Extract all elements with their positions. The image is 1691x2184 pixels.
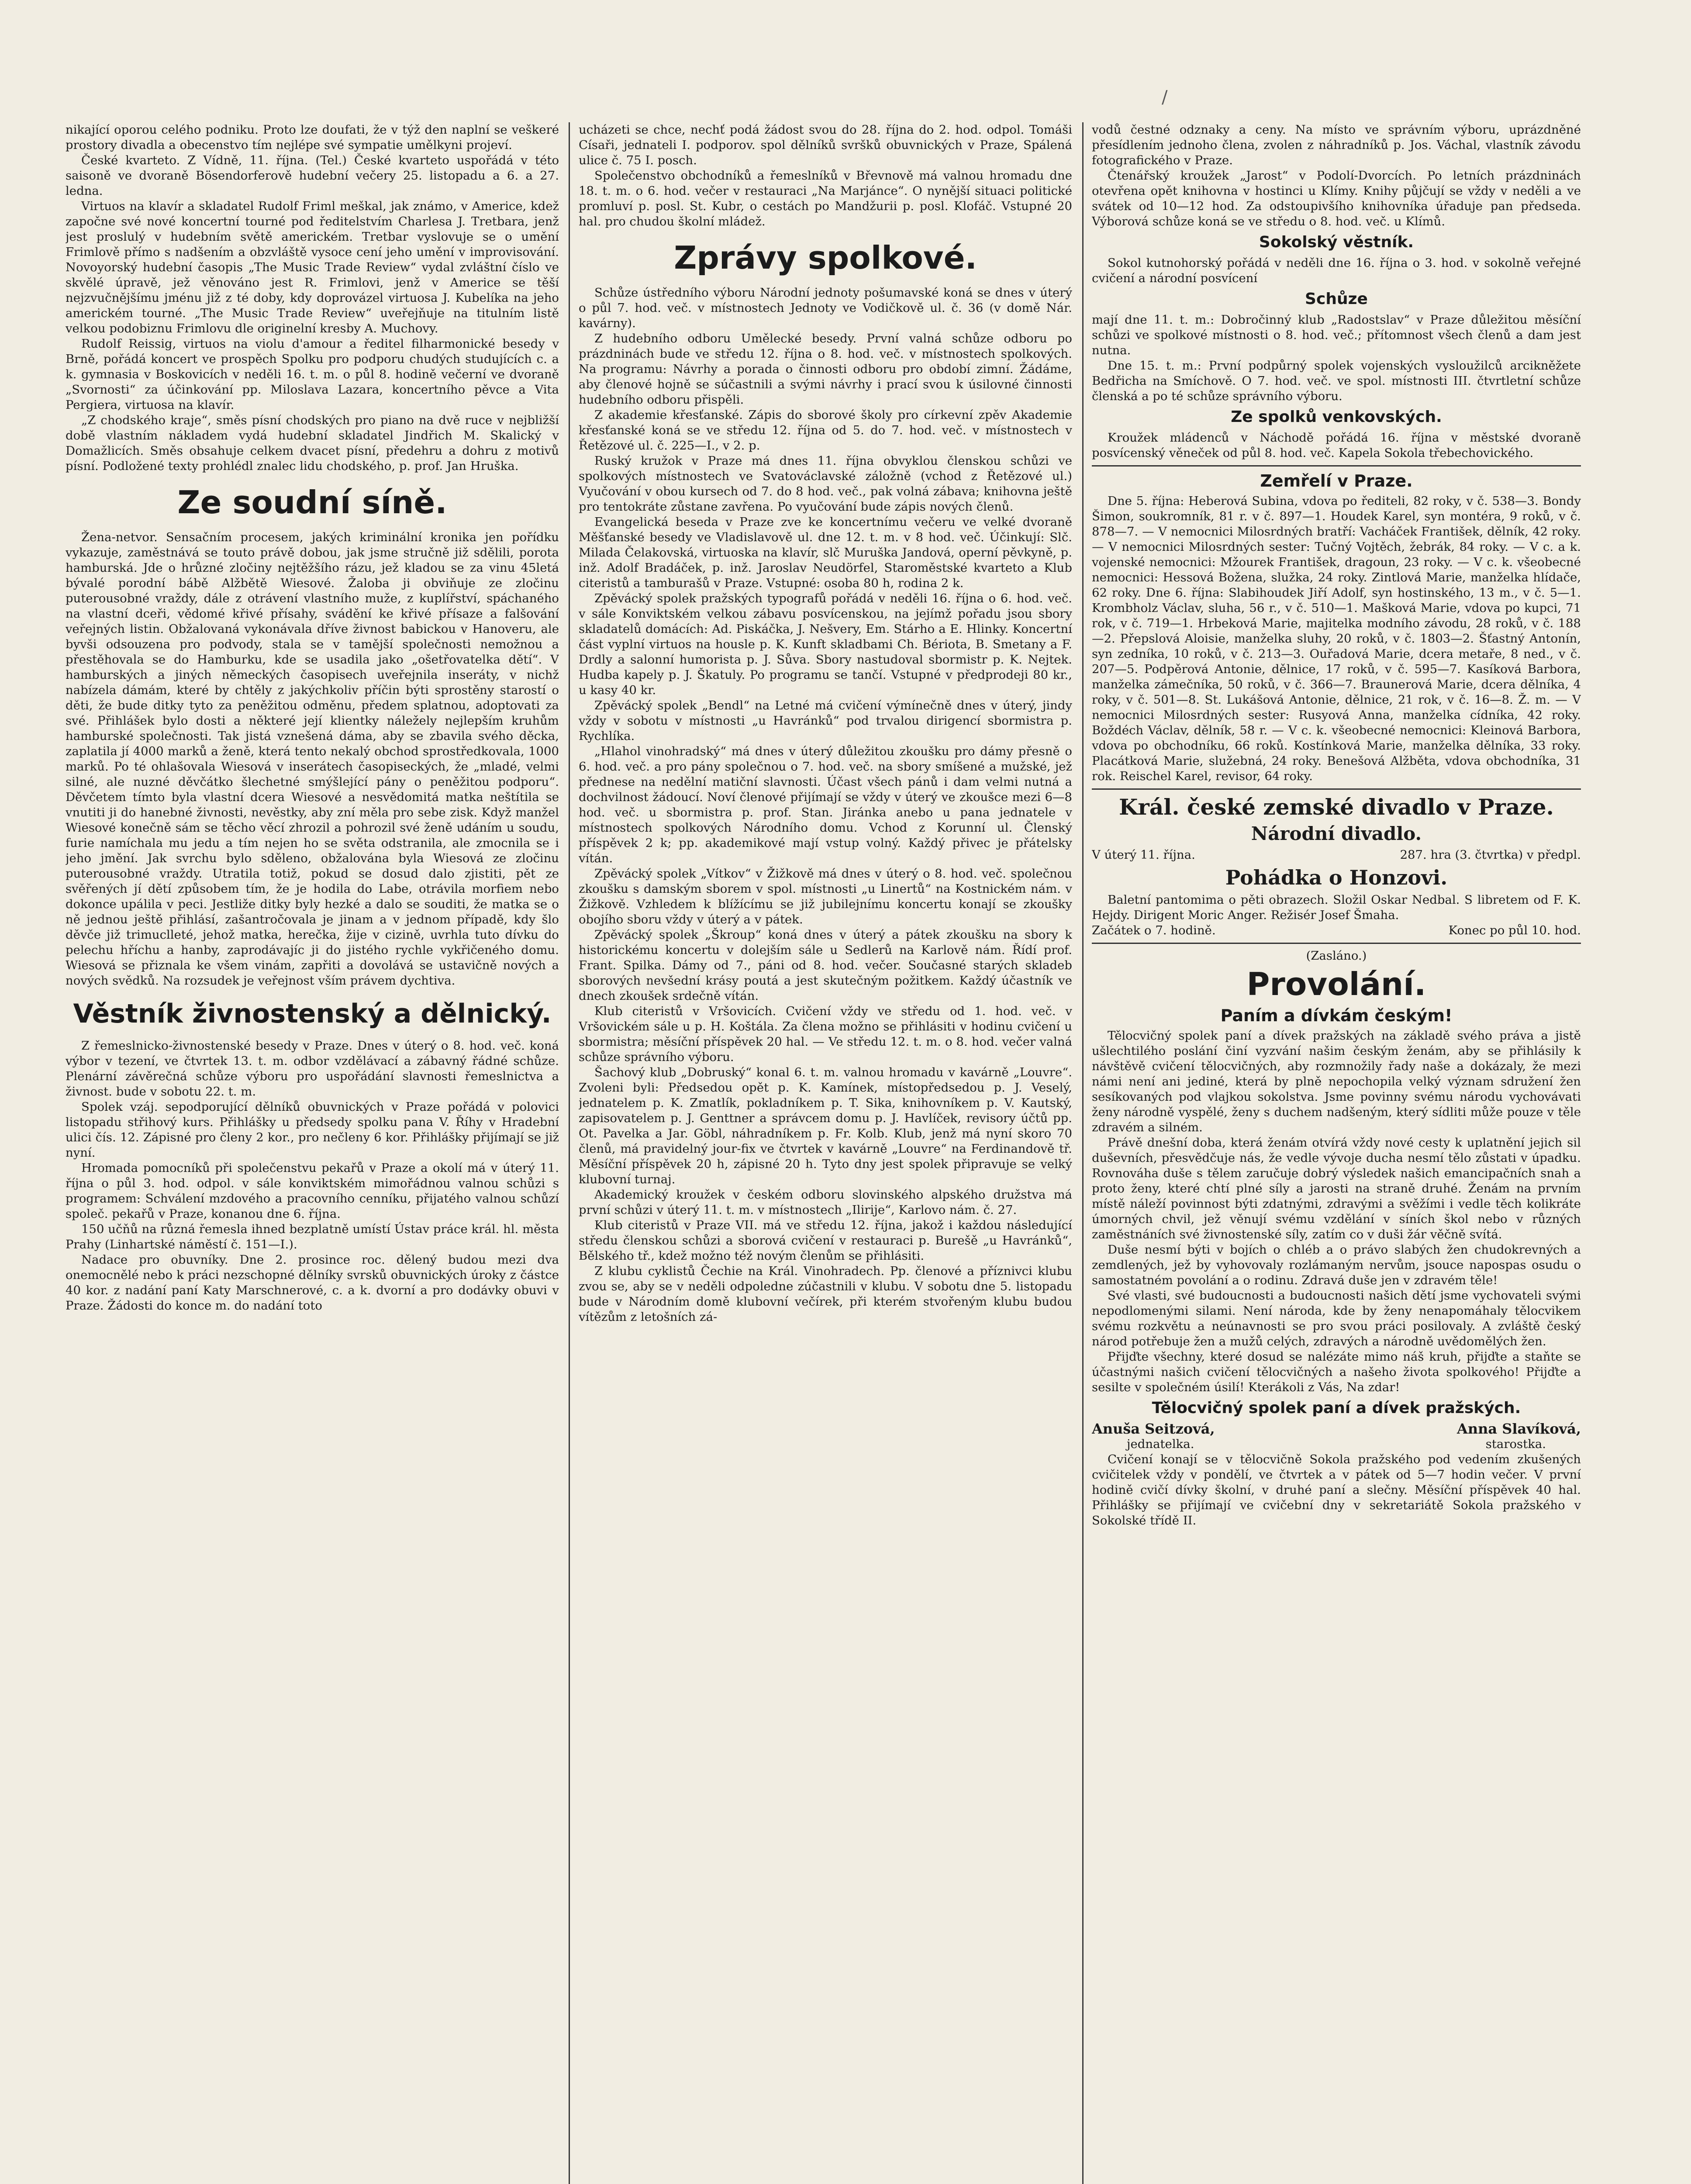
signature-roles xyxy=(1092,1437,1581,1452)
subheading-venkov: Ze spolků venkovských. xyxy=(1231,408,1442,426)
theatre-info-row xyxy=(1092,847,1581,863)
paragraph-jarost: Čtenářský kroužek „Jarost“ v Podolí-Dvorcích. Po letních prázdninách otevřena opět knihovna v hostinci u Klímy. Knihy půjčují se vždy v neděli a ve svátek od 10—12 hod. Za odstoupivšího knihovníka úřaduje pan předseda. Výborová schůze koná se ve středu o 8. hod. več. u Klímů. xyxy=(1092,169,1581,228)
paragraph-kvarteto: České kvarteto. Z Vídně, 11. října. (Tel.) České kvarteto uspořádá v této saisoně ve dvoraně Bösendorferově hudební večery 25. listopadu a 6. a 27. ledna. xyxy=(66,153,559,198)
theatre-date: V úterý 11. října. xyxy=(1092,848,1195,862)
paragraph-prijdte: Přijďte všechny, které dosud se nalézáte mimo náš kruh, přijďte a staňte se účastnými našich cvičení tělocvičných a našeho života spolkového! Přijďte a sesilte v společném úsilí! Kterákoli z Vás, Na zdar! xyxy=(1092,1350,1581,1394)
paragraph-typografu: Zpěvácký spolek pražských typografů pořádá v neděli 16. října o 6. hod. več. v sále Konviktském velkou zábavu posvícenskou, na jejímž pořadu jsou sbory skladatelů domácích: Ad. Piskáčka, J. Nešvery, Em. Stárho a E. Hlinky. Koncertní část vyplní virtuos na housle p. K. Kunft skladbami Ch. Bériota, B. Smetany a F. Drdly a salonní humorista p. J. Sůva. Sbory nastudoval sbormistr p. K. Nejtek. Hudba kapely p. J. Škatuly. Po programu se tančí. Vstupné v předprodeji 80 kr., u kasy 40 kr. xyxy=(579,591,1072,697)
theatre-times-row xyxy=(1092,923,1581,938)
subheading-schuze: Schůze xyxy=(1305,290,1368,308)
column-3 xyxy=(1092,122,1581,2184)
paragraph-cviceni: Cvičení konají se v tělocvičně Sokola pražského pod vedením zkušených cvičitelek vždy v pondělí, ve čtvrtek a v pátek od 5—7 hodin večer. V první hodině cvičí dívky školní, v druhé paní a slečny. Měsíční příspěvek 40 hal. Přihlášky se přijímají ve cvičební dny v sekretariátě Sokola pražského v Sokolské třídě II. xyxy=(1092,1452,1581,1527)
signature-names xyxy=(1092,1421,1581,1437)
paragraph-cyklistu: Z klubu cyklistů Čechie na Král. Vinohradech. Pp. členové a příznivci klubu zvou se, aby se v neděli odpoledne zúčastnili v klubu. V sobotu dne 5. listopadu bude v Národním domě klubovní večírek, při kterém stvořeným klubu budou vítězům z letošních zá- xyxy=(579,1264,1072,1324)
paragraph-continuation: ucházeti se chce, nechť podá žádost svou do 28. října do 2. hod. odpol. Tomáši Císaři, jednateli I. podporov. spol dělníků svršků obuvnických v Praze, Spálená ulice č. 75 I. posch. xyxy=(579,123,1072,167)
paragraph-vitkov: Zpěvácký spolek „Vítkov“ v Žižkově má dnes v úterý o 8. hod. več. společnou zkoušku s damským sborem v spol. místnosti „u Linertů“ na Kostnickém nám. v Žižkově. Vzhledem k blížícímu se již jubilejnímu koncertu konají se zkoušky obojího sboru vždy v úterý a v pátek. xyxy=(579,867,1072,926)
paragraph-rusky-kruzok: Ruský kružok v Praze má dnes 11. října obvyklou členskou schůzi ve spolkových místnostech ve Svatováclavské záložně (vchod z Řetězové ul.) Vyučování v obou kursech od 7. do 8 hod. več., pak volná zábava; knihovna ještě pro tentokráte zůstane zavřena. Po vyučování bude zápis nových členů. xyxy=(579,454,1072,514)
section-heading-vestnik: Věstník živnostenský a dělnický. xyxy=(73,999,552,1029)
heading-provolani: Provolání. xyxy=(1246,966,1426,1002)
paragraph-duse: Duše nesmí býti v bojích o chléb a o právo slabých žen chudokrevných a zemdlených, jež by vyhovovaly rozlámaným nervům, jsouce napospas osudu o samostatném povolání a o rodinu. Zdravá duše jen v zdravém těle! xyxy=(1092,1243,1581,1287)
paragraph-umelecka-beseda: Z hudebního odboru Umělecké besedy. První valná schůze odboru po prázdninách bude ve středu 12. října o 8. hod. več. v místnostech spolkových. Na programu: Návrhy a porada o činnosti odboru pro období zimní. Žádáme, aby členové hojně se súčastnili a svými návrhy i prací svou k úsilovné činnosti hudebního odboru přispěli. xyxy=(579,332,1072,407)
paragraph-citeristu-vrsovice: Klub citeristů v Vršovicích. Cvičení vždy ve středu od 1. hod. več. v Vršovickém sále u p. H. Koštála. Za člena možno se přihlásiti v hodinu cvičení u sbormistra; měsíční příspěvek 20 hal. — Ve středu 12. t. m. o 8. hod. večer valná schůze správního výboru. xyxy=(579,1004,1072,1064)
paragraph-sokol: Sokol kutnohorský pořádá v neděli dne 16. října o 3. hod. v sokolně veřejné cvičení a národní posvícení xyxy=(1092,256,1581,285)
paragraph-evangelicka-beseda: Evangelická beseda v Praze zve ke koncertnímu večeru ve velké dvoraně Měšťanské besedy ve Vladislavově ul. dne 12. t. m. v 8 hod. več. Účinkují: Slč. Milada Čelakovská, virtuoska na klavír, slč Muruška Jandová, operní pěvkyně, p. inž. Adolf Bradáček, p. inž. Jaroslav Neudörfel, Staroměstské kvarteto a Klub citeristů a tamburašů v Praze. Vstupné: osoba 80 h, rodina 2 k. xyxy=(579,515,1072,590)
paragraph-provolani: Tělocvičný spolek paní a dívek pražských na základě svého práva a jistě ušlechtilého poslání činí vyzvání našim českým ženám, aby se přihlásily k návštěvě cvičení tělocvičných, aby rozmnožily řady naše a dokázaly, že mezi námi není ani jediné, která by plně nepochopila velký význam sdružení žen sesíkovaných pod vlajkou sokolstva. Jsme povinny svému národu vychovávati ženy národně vyspělé, ženy s duchem nadšeným, který sídliti může pouze v těle zdravém a silném. xyxy=(1092,1029,1581,1134)
divider xyxy=(1092,788,1581,790)
column-2 xyxy=(579,122,1072,2184)
paragraph-citeristu-praha7: Klub citeristů v Praze VII. má ve středu 12. října, jakož i každou následující středu členskou schůzi a sborová cvičení v restauraci p. Burešě „u Havránků“, Bělského tř., kdež možno též novým členům se přihlásiti. xyxy=(579,1218,1072,1263)
paragraph-pohadka: Baletní pantomima o pěti obrazech. Složil Oskar Nedbal. S libretem od F. K. Hejdy. Dirigent Moric Anger. Režisér Josef Šmaha. xyxy=(1092,893,1581,922)
signature-left-name: Anuša Seitzová, xyxy=(1092,1420,1215,1437)
paragraph-zemreli: Dne 5. října: Heberová Subina, vdova po řediteli, 82 roky, v č. 538—3. Bondy Šimon, soukromník, 81 r. v č. 897—1. Houdek Karel, syn montéra, 9 roků, v č. 878—7. — V nemocnici Milosrdných bratří: Vacháček František, dělník, 42 roky. — V nemocnici Milosrdných sester: Tučný Vojtěch, žebrák, 84 roky. — V c. a k. vojenské nemocnici: Mžourek František, dragoun, 23 roky. — V c. k. všeobecné nemocnici: Hessová Božena, služka, 24 roky. Zintlová Marie, manželka hlídače, 62 roky. Dne 6. října: Slabihoudek Jiří Adolf, syn hostinského, 13 m., v č. 5—1. Krombholz Václav, sluha, 56 r., v č. 510—1. Mašková Marie, vdova po kupci, 71 rok, v č. 719—1. Hrbeková Marie, majitelka modního závodu, 28 roků, v č. 188—2. Přepslová Aloisie, manželka sluhy, 20 roků, v č. 1803—2. Šťastný Antonín, syn zedníka, 10 roků, v č. 213—3. Ouřadová Marie, dcera metaře, 8 ned., v č. 207—5. Podpěrová Antonie, dělnice, 17 roků, v č. 595—7. Kasíková Barbora, manželka zámečníka, 50 roků, v č. 366—7. Braunerová Marie, dcera dělníka, 4 roky, v č. 501—8. St. Lukášová Antonie, dělnice, 21 rok, v č. 16—8. Ž. m. — V nemocnici Milosrdných sester: Rusyová Anna, manželka cídníka, 42 roky. Boždéch Václav, dělník, 58 r. — V c. k. všeobecné nemocnici: Kleinová Barbora, vdova po obchodníku, 66 roků. Kostínková Marie, manželka dělníka, 33 roky. Placátková Marie, služebná, 24 roky. Benešová Alžběta, vdova obchodníka, 31 rok. Reischel Karel, revisor, 64 roky. xyxy=(1092,494,1581,783)
paragraph-continuation: vodů čestné odznaky a ceny. Na místo ve správním výboru, uprázdněné přesídlením jednoho člena, zvolen z náhradníků p. Jos. Váchal, vlastník závodu fotografického v Praze. xyxy=(1092,123,1581,167)
paragraph-intro: nikající oporou celého podniku. Proto lze doufati, že v týž den naplní se veškeré prostory divadla a obecenstvo tím nejlépe své sympatie umělkyni projeví. xyxy=(66,123,559,152)
zaslano-label: (Zasláno.) xyxy=(1306,949,1367,963)
divider xyxy=(1092,465,1581,467)
subheading-sokolsky: Sokolský věstník. xyxy=(1259,233,1414,251)
subheading-zemreli: Zemřelí v Praze. xyxy=(1260,471,1413,491)
section-heading-zpravy: Zprávy spolkové. xyxy=(674,239,977,276)
start-time: Začátek o 7. hodině. xyxy=(1092,923,1216,937)
paragraph-spolek-obuvniku: Spolek vzáj. sepodporující dělníků obuvnických v Praze pořádá v polovici listopadu střihový kurs. Přihlášky u předsedy spolku pana V. Říhy v Hradební ulici čís. 12. Zápisné pro členy 2 kor., pro nečleny 6 kor. Přihlášky přijímají se již nyní. xyxy=(66,1100,559,1160)
paragraph-chodsko: „Z chodského kraje“, směs písní chodských pro piano na dvě ruce v nejbližší době vlastním nákladem vydá hudební skladatel Jindřich M. Skalický v Domažlicích. Směs obsahuje celkem dvacet písní, předehru a dohru z motivů písní. Podložené texty prohlédl znalec lidu chodského, p. prof. Jan Hruška. xyxy=(66,413,559,473)
heading-telocvicny: Tělocvičný spolek paní a dívek pražských. xyxy=(1152,1399,1521,1417)
paragraph-hlahol: „Hlahol vinohradský“ má dnes v úterý důležitou zkoušku pro dámy přesně o 6. hod. več. a pro pány společnou o 7. hod. več. na sbory smíšené a mužské, jež přednese na nedělní matiční slavnosti. Účast všech pánů i dam velmi nutná a dochvilnost žádoucí. Noví členové přijímají se vždy v úterý ve zkoušce mezi 6—8 hod. več. u sbormistra p. prof. Stan. Jiránka anebo u pana jednatele v místnostech spolkových Národního domu. Vchod z Korunní ul. Členský příspěvek 2 k; pp. akademikové mají vstup volný. Každý přivec je přátelsky vítán. xyxy=(579,744,1072,865)
paragraph-ustredni-vybor: Schůze ústředního výboru Národní jednoty pošumavské koná se dnes v úterý o půl 7. hod. več. v místnostech Jednoty ve Vodičkově ul. č. 36 (v domě Nár. kavárny). xyxy=(579,286,1072,330)
end-time: Konec po půl 10. hod. xyxy=(1448,923,1581,937)
paragraph-radostslav: mají dne 11. t. m.: Dobročinný klub „Radostslav“ v Praze důležitou měsíční schůzi ve spolkové místnosti o 8. hod. več.; přítomnost všech členů a dam jest nutna. xyxy=(1092,313,1581,357)
paragraph-zena-netvor: Žena-netvor. Sensačním procesem, jakých kriminální kronika jen pořídku vykazuje, zaměstnává se touto právě dobou, jak jsme stručně již sdělili, porota hamburská. Jde o hrůzné zločiny nejtěžšího rázu, jež kladou se za vinu 45letá bývalé porodní bábě Alžbětě Wiesové. Žaloba ji obviňuje ze zločinu puterousobné vraždy, dále z otrávení vlastního muže, z kuplířství, spáchaného na vlastní dceři, vědomé křivé přísahy, svádění ke křivé přísaze a falšování veřejných listin. Obžalovaná vykonávala dříve živnost babickou v Hanoveru, ale byvši odsouzena pro podvody, stala se v tamější společnosti nemožnou a přestěhovala se do Hamburku, kde se usadila jako „ošetřovatelka dětí“. V hamburských a jiných německých časopisech uveřejnila inseráty, v nichž nabízela dámám, které by chtěly z jakýchkoliv příčin býti sprostěny starostí o děti, že bude ditky tyto za peněžitou odměnu, předem splatnou, adoptovati za své. Přihlášek bylo dosti a některé její klientky náležely nejlepším kruhům hamburské společnosti. Tak jistá vznešená dáma, aby se zbavila svého děcka, zaplatila jí 4000 marků a ženě, která tento nekalý obchod sprostředkovala, 1000 marků. Po té ohlašovala Wiesová v inserátech časopiseckých, že „mladé, velmi silné, ale nuzné děvčátko šlechetné smýšlející pány o peněžitou podporu“. Děvčetem tímto byla vlastní dcera Wiesové a nesvědomitá matka neštítila se vnutiti ji do hanebné živnosti, nevěstky, aby zní měla pro sebe zisk. Když manžel Wiesové konečně sám se těcho věcí zhrozil a pohrozil své ženě udáním u soudu, furie namíchala mu jedu a tím nejen ho se světa odstranila, ale zmocnila se i jeho jmění. Jak svrchu bylo sděleno, obžalována byla Wiesová ze zločinu puterousobné vraždy. Utratila totiž, pokud se dosud dalo zjistiti, pět ze svěřených jí dětí způsobem tím, že je hodila do Labe, otrávila morfiem nebo dokonce upálila v peci. Jestliže ditky byly hezké a dalo se souditi, že matka se o ně jednou ještě přihlásí, zašantročovala je jinam a v jednom případě, kdy šlo děvče již trimuclleté, jehož matka, herečka, žije v cizině, uvrhla tuto dívku do pelechu hříchu a hanby, zaprodávajíc ji do jistého rychle vykřičeného domu. Wiesová se přiznala ke všem vinám, zapřiti a dovolává se ustavičně nových a nových svědků. Na rozsudek je veřejnost vším právem dychtiva. xyxy=(66,530,559,988)
heading-panim: Paním a dívkám českým! xyxy=(1220,1006,1453,1025)
play-title: Pohádka o Honzovi. xyxy=(1225,866,1448,889)
newspaper-page xyxy=(66,122,1581,2184)
paragraph-sachovy-klub: Šachový klub „Dobruský“ konal 6. t. m. valnou hromadu v kavárně „Louvre“. Zvoleni byli: Předsedou opět p. K. Kamínek, místopředsedou p. J. Veselý, jednatelem p. K. Zmatlík, pokladníkem p. T. Sika, knihovníkem p. V. Kautský, zapisovatelem p. J. Genttner a správcem domu p. J. Havlíček, revisory účtů pp. Ot. Pavelka a Jar. Göbl, náhradníkem p. Fr. Kolb. Klub, jenž má nyní skoro 70 členů, má pravidelný jour-fix ve čtvrtek v kavárně „Louvre“ na Ferdinandově tř. Měsíční příspěvek 20 h, zápisné 20 h. Tyto dny jest spolek připravuje se velký klubovní turnaj. xyxy=(579,1065,1072,1186)
paragraph-akademicky-krouzek: Akademický kroužek v českém odboru slovinského alpského družstva má první schůzi v úterý 11. t. m. v místnostech „Ilirije“, Karlovo nám. č. 27. xyxy=(579,1188,1072,1217)
paragraph-prave: Právě dnešní doba, která ženám otvírá vždy nové cesty k uplatnění jejich sil duševních, přesvědčuje nás, že vedle vývoje ducha nesmí tělo zůstati v úpadku. Rovnováha duše s tělem zaručuje dobrý výsledek našich emancipačních snah a proto ženy, které chtí plné síly a jarosti na straně druhé. Ženám na prvním místě náleží povinnost býti zdatnými, zdravými a svěžími i vedle těch kolikráte úmorných chvil, jež věnují svému vzdělání v síních škol nebo v různých zaměstnáních své živnostenské síly, zatím co v duši žár věčně svítá. xyxy=(1092,1136,1581,1241)
paragraph-remeslnicka-beseda: Z řemeslnicko-živnostenské besedy v Praze. Dnes v úterý o 8. hod. več. koná výbor v tezení, ve čtvrtek 13. t. m. odbor vzdělávací a zábavný řádné schůze. Plenární závěrečná schůze výboru pro uspořádání slavnosti řemeslnictva a živnost. bude v sobotu 22. t. m. xyxy=(66,1039,559,1099)
paragraph-skroup: Zpěvácký spolek „Škroup“ koná dnes v úterý a pátek zkoušku na sbory k historickému koncertu v dolejším sále u Sedlerů na Karlově nám. Řídí prof. Frant. Spilka. Dámy od 7., páni od 8. hod. večer. Současné starých skladeb sborových nevšední krásy poutá a jest skutečným požitkem. Každý účastník ve dnech zkoušek srdečně vítán. xyxy=(579,928,1072,1003)
paragraph-veterani: Dne 15. t. m.: První podpůrný spolek vojenských vysloužilců arcikněžete Bedřicha na Smíchově. O 7. hod. več. ve spol. místnosti III. čtvrtletní schůze členská a po té schůze správního výboru. xyxy=(1092,359,1581,403)
paragraph-reissig: Rudolf Reissig, virtuos na violu d'amour a ředitel filharmonické besedy v Brně, pořádá koncert ve prospěch Spolku pro podporu chudých studujících c. a k. gymnasia v Boskovicích v neděli 16. t. m. o půl 8. hodině večerní ve dvoraně „Svornosti“ za účinkování pp. Miloslava Lazara, koncertního pěvce a Vita Pergiera, virtuosa na klavír. xyxy=(66,337,559,412)
paragraph-hromada-pekaru: Hromada pomocníků při společenstvu pekařů v Praze a okolí má v úterý 11. října o půl 3. hod. odpol. v sále konviktském mimořádnou valnou schůzi s programem: Schválení mzdového a pracovního cenníku, přijatého valnou schůzí společ. pekařů v Praze, konanou dne 6. října. xyxy=(66,1161,559,1221)
section-heading-soudni: Ze soudní síně. xyxy=(177,484,447,521)
column-rule-2 xyxy=(1082,122,1084,2184)
divider xyxy=(1092,943,1581,944)
column-rule-1 xyxy=(569,122,570,2184)
paragraph-150-ucnu: 150 učňů na různá řemesla ihned bezplatně umístí Ústav práce král. hl. města Prahy (Linhartské náměstí č. 151—I.). xyxy=(66,1222,559,1251)
signature-right-role: starostka. xyxy=(1485,1437,1546,1451)
paragraph-nachod: Kroužek mládenců v Náchodě pořádá 16. října v městské dvoraně posvícenský věneček od půl 8. hod. več. Kapela Sokola třebechovického. xyxy=(1092,431,1581,460)
signature-right-name: Anna Slavíková, xyxy=(1457,1420,1581,1437)
corner-mark: / xyxy=(1162,87,1168,107)
paragraph-bendl: Zpěvácký spolek „Bendl“ na Letné má cvičení výmínečně dnes v úterý, jindy vždy v sobotu v místnosti „u Havránků“ pod trvalou dirigencí sbormistra p. Rychlíka. xyxy=(579,698,1072,743)
theatre-performance: 287. hra (3. čtvrtka) v předpl. xyxy=(1400,848,1581,862)
paragraph-vlasti: Své vlasti, své budoucnosti a budoucnosti našich dětí jsme vychovateli svými nepodlomenými silami. Není národa, kde by ženy nenapomáhaly tělocvikem svému rozkvětu a neúnavnosti se pro svou práci posilovaly. A zvláště český národ potřebuje žen a mužů celých, zdravých a národně uvědomělých žen. xyxy=(1092,1289,1581,1348)
paragraph-obchodniku: Společenstvo obchodníků a řemeslníků v Břevnově má valnou hromadu dne 18. t. m. o 6. hod. večer v restauraci „Na Marjánce“. O nynější situaci politické promluví p. posl. St. Kubr, o cestách po Mandžurii p. posl. Klofáč. Vstupné 20 hal. pro chudou školní mládež. xyxy=(579,169,1072,228)
paragraph-akademie: Z akademie křesťanské. Zápis do sborové školy pro církevní zpěv Akademie křesťanské koná se ve středu 12. října od 5. do 7. hod. več. v místnostech v Řetězové ul. č. 225—I., v 2. p. xyxy=(579,408,1072,453)
column-1 xyxy=(66,122,559,2184)
paragraph-friml: Virtuos na klavír a skladatel Rudolf Friml meškal, jak známo, v Americe, kdež započne své nové koncertní tourné pod ředitelstvím Charlesa J. Tretbara, jenž jest proslulý v hudebním světě americkém. Tretbar vyslovuje se o umění Frimlově přímo s nadšením a obzvláště vysoce cení jeho umění v improvisování. Novoyorský hudební časopis „The Music Trade Review“ vydal zvláštní číslo ve skvělé úpravě, jež věnováno jest R. Frimlovi, jenž v Americe se těší nejzvučnějšímu jménu již z té doby, kdy doprovázel virtuosa J. Kubelíka na jeho americkém tourné. „The Music Trade Review“ uveřejňuje na titulním listě velkou podobiznu Frimlovu dle originelní kresby A. Muchovy. xyxy=(66,199,559,335)
signature-left-role: jednatelka. xyxy=(1127,1437,1194,1451)
paragraph-nadace: Nadace pro obuvníky. Dne 2. prosince roc. dělený budou mezi dva onemocnělé nebo k práci nezschopné dělníky svrsků obuvnických úroky z částce 40 kor. z nadání paní Katy Marschnerové, c. a k. dvorní a pro dodávky obuvi v Praze. Žádosti do konce m. do nadání toto xyxy=(66,1253,559,1313)
theatre-heading: Král. české zemské divadlo v Praze. xyxy=(1119,794,1554,820)
theatre-subheading: Národní divadlo. xyxy=(1251,823,1422,844)
